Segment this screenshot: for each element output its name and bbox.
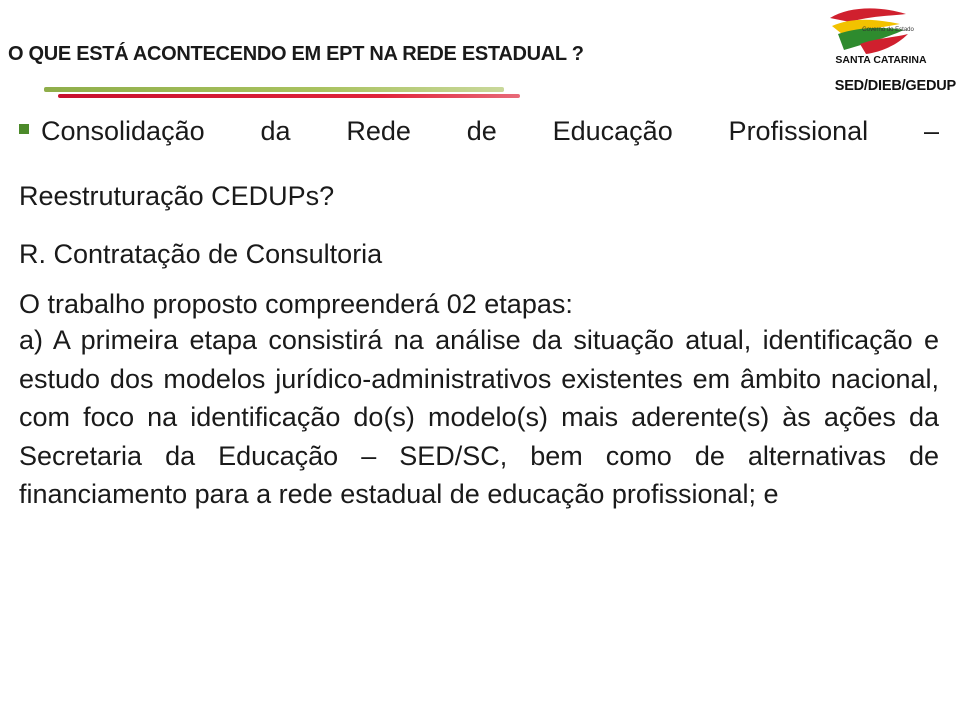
logo-caption: SANTA CATARINA <box>835 54 927 66</box>
slide-title: O QUE ESTÁ ACONTECENDO EM EPT NA REDE ESTADUAL ? <box>8 43 584 65</box>
answer-text: R. Contratação de Consultoria <box>19 239 383 269</box>
title-underline-green <box>44 87 504 92</box>
bullet-text-line-2: Reestruturação CEDUPs? <box>19 181 335 211</box>
department-label: SED/DIEB/GEDUP <box>834 78 956 94</box>
square-bullet-icon <box>19 124 29 134</box>
title-underline-red <box>58 94 520 98</box>
intro-text: O trabalho proposto compreenderá 02 etapas: <box>19 289 573 319</box>
body-paragraph: a) A primeira etapa consistirá na análise da situação atual, identificação e estudo dos modelos jurídico-administrativos existentes em âmbito nacional, com foco na identificação do(s) modelo(s) mais aderente(s) às ações da Secretaria da Educação – SED/SC, bem como de alternativas de financiamento para a rede estadual de educação profissional; e <box>19 325 939 509</box>
bullet-item <box>19 116 939 147</box>
bullet-text-line-1: Consolidação da Rede de Educação Profissional – <box>41 116 939 146</box>
slide-content <box>19 112 939 514</box>
logo-small-text: Governo do Estado <box>862 27 914 33</box>
